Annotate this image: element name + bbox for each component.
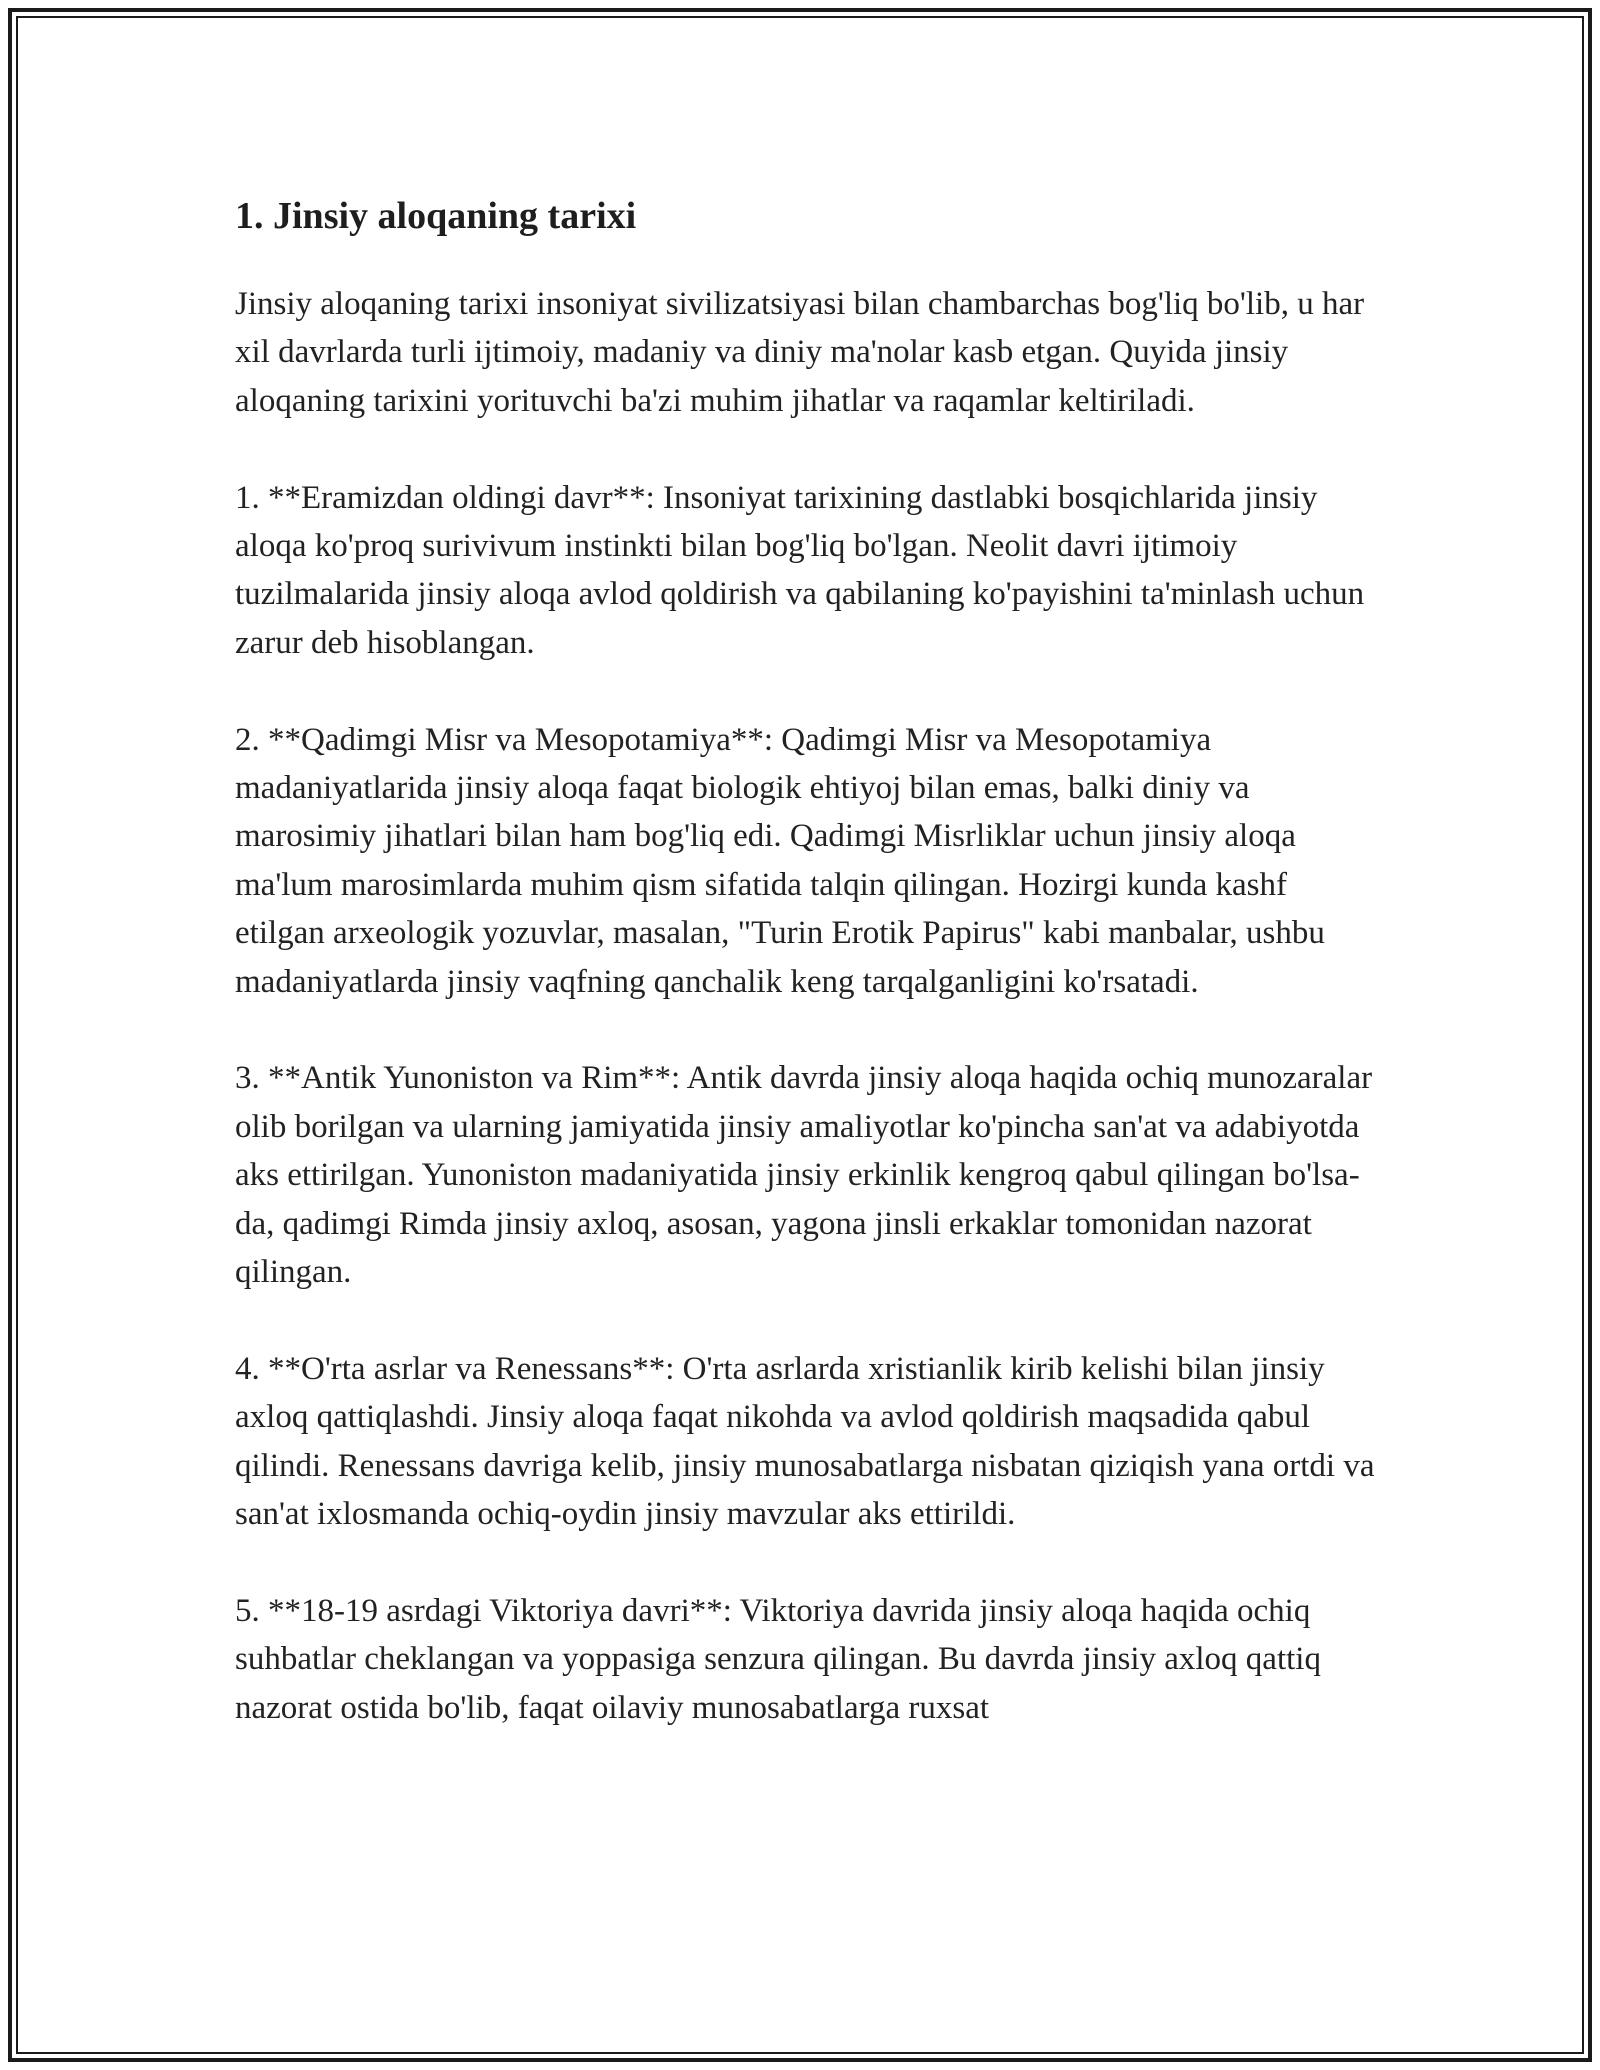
list-item-paragraph: 1. **Eramizdan oldingi davr**: Insoniyat tarixining dastlabki bosqichlarida jinsiy aloqa ko'proq surivivum instinkti bilan bog'liq bo'lgan. Neolit davri ijtimoiy tuzilmalarida jinsiy aloqa avlod qoldirish va qabilaning ko'payishini ta'minlash uchun zarur deb hisoblangan.: [235, 479, 1365, 661]
document-body: [235, 180, 1385, 1781]
intro-paragraph: Jinsiy aloqaning tarixi insoniyat sivilizatsiyasi bilan chambarchas bog'liq bo'lib, u har xil davrlarda turli ijtimoiy, madaniy va diniy ma'nolar kasb etgan. Quyida jinsiy aloqaning tarixini yorituvchi ba'zi muhim jihatlar va raqamlar keltiriladi.: [235, 286, 1365, 419]
document-title: 1. Jinsiy aloqaning tarixi: [235, 195, 637, 237]
list-item-paragraph: 3. **Antik Yunoniston va Rim**: Antik davrda jinsiy aloqa haqida ochiq munozaralar olib borilgan va ularning jamiyatida jinsiy amaliyotlar ko'pincha san'at va adabiyotda aks ettirilgan. Yunoniston madaniyatida jinsiy erkinlik kengroq qabul qilingan bo'lsa-da, qadimgi Rimda jinsiy axloq, asosan, yagona jinsli erkaklar tomonidan nazorat qilingan.: [235, 1060, 1373, 1291]
list-item-paragraph: 5. **18-19 asrdagi Viktoriya davri**: Viktoriya davrida jinsiy aloqa haqida ochiq suhbatlar cheklangan va yoppasiga senzura qilingan. Bu davrda jinsiy axloq qattiq nazorat ostida bo'lib, faqat oilaviy munosabatlarga ruxsat: [235, 1592, 1321, 1726]
list-item-paragraph: 2. **Qadimgi Misr va Mesopotamiya**: Qadimgi Misr va Mesopotamiya madaniyatlarida jinsiy aloqa faqat biologik ehtiyoj bilan emas, balki diniy va marosimiy jihatlari bilan ham bog'liq edi. Qadimgi Misrliklar uchun jinsiy aloqa ma'lum marosimlarda muhim qism sifatida talqin qilingan. Hozirgi kunda kashf etilgan arxeologik yozuvlar, masalan, "Turin Erotik Papirus" kabi manbalar, ushbu madaniyatlarda jinsiy vaqfning qanchalik keng tarqalganligini ko'rsatadi.: [235, 721, 1325, 1000]
list-item-paragraph: 4. **O'rta asrlar va Renessans**: O'rta asrlarda xristianlik kirib kelishi bilan jinsiy axloq qattiqlashdi. Jinsiy aloqa faqat nikohda va avlod qoldirish maqsadida qabul qilindi. Renessans davriga kelib, jinsiy munosabatlarga nisbatan qiziqish yana ortdi va san'at ixlosmanda ochiq-oydin jinsiy mavzular aks ettirildi.: [235, 1350, 1375, 1533]
